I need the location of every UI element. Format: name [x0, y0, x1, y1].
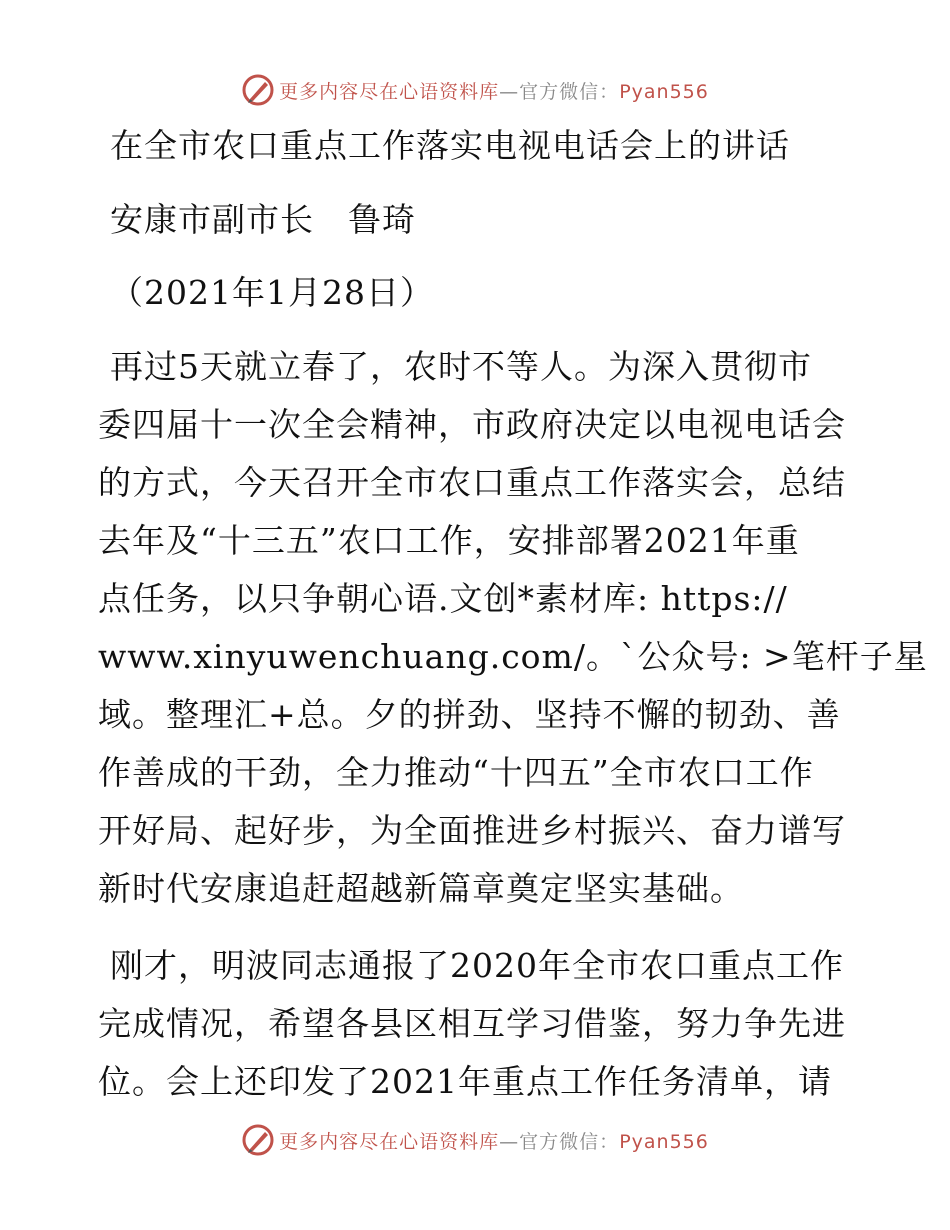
body-line: 位。会上还印发了2021年重点工作任务清单，请 [98, 1062, 832, 1101]
body-line: 点任务，以只争朝心语.文创*素材库: https:// [98, 579, 788, 618]
footer-site-text: 更多内容尽在心语资料库 [279, 1130, 500, 1153]
body-line: www.xinyuwenchuang.com/。`公众号: >笔杆子星 [98, 637, 928, 676]
body-line: 刚才，明波同志通报了2020年全市农口重点工作 [110, 946, 844, 985]
body-line: 域。整理汇+总。夕的拼劲、坚持不懈的韧劲、善 [98, 695, 841, 734]
footer-wechat-id: Pyan556 [619, 1130, 709, 1153]
footer-wechat-label: 官方微信： [519, 1130, 620, 1153]
footer-banner-text [279, 1127, 709, 1154]
pen-logo-icon [241, 1123, 275, 1157]
body-line: 的方式，今天召开全市农口重点工作落实会，总结 [98, 463, 846, 502]
header-banner [0, 72, 950, 108]
body-line: 作善成的干劲，全力推动“十四五”全市农口工作 [98, 753, 814, 792]
header-separator: — [499, 80, 520, 103]
document-title: 在全市农口重点工作落实电视电话会上的讲话 [110, 126, 790, 165]
header-wechat-label: 官方微信： [519, 80, 620, 103]
body-line: 再过5天就立春了，农时不等人。为深入贯彻市 [110, 347, 812, 386]
body-line: 去年及“十三五”农口工作，安排部署2021年重 [98, 521, 800, 560]
header-wechat-id: Pyan556 [619, 80, 709, 103]
document-author: 安康市副市长 鲁琦 [110, 200, 416, 239]
header-banner-text [279, 77, 709, 104]
header-site-text: 更多内容尽在心语资料库 [279, 80, 500, 103]
body-line: 新时代安康追赶超越新篇章奠定坚实基础。 [98, 869, 744, 908]
pen-logo-icon [241, 73, 275, 107]
footer-banner [0, 1122, 950, 1158]
document-date: （2021年1月28日） [110, 273, 434, 312]
body-line: 委四届十一次全会精神，市政府决定以电视电话会 [98, 405, 846, 444]
footer-separator: — [499, 1130, 520, 1153]
body-line: 完成情况，希望各县区相互学习借鉴，努力争先进 [98, 1004, 846, 1043]
body-line: 开好局、起好步，为全面推进乡村振兴、奋力谱写 [98, 811, 846, 850]
